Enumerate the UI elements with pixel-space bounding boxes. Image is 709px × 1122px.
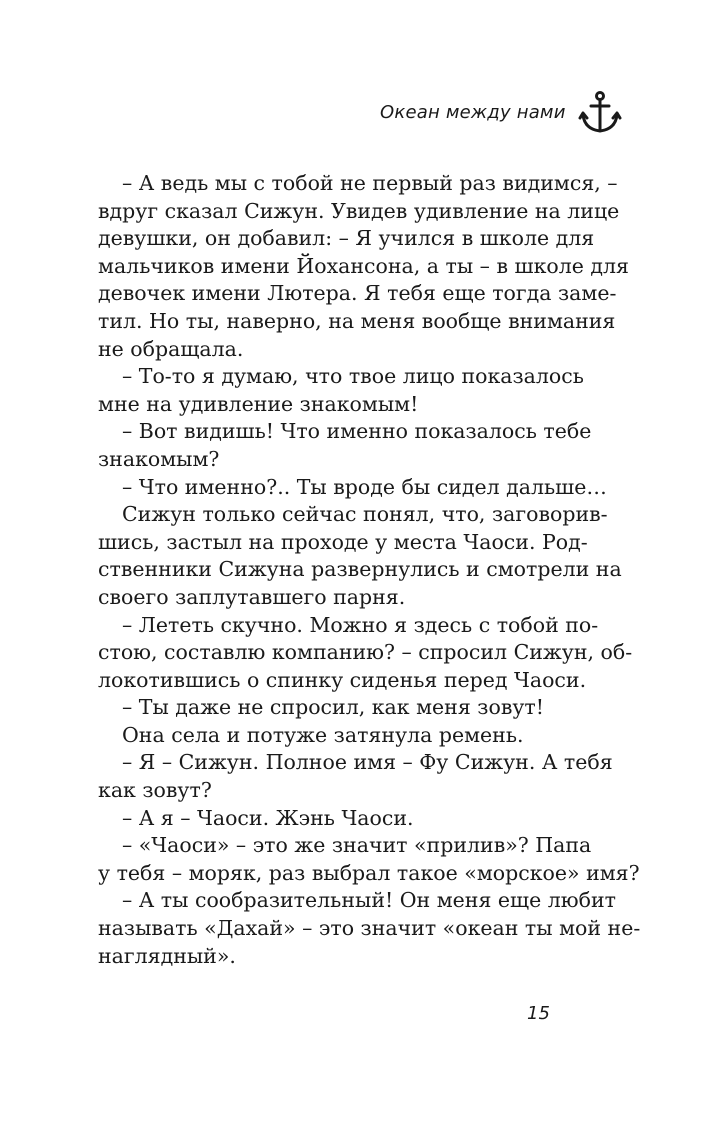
- text-line: – Что именно?.. Ты вроде бы сидел дальше…: [122, 474, 607, 499]
- text-line: наглядный».: [98, 943, 236, 968]
- text-line: называть «Дахай» – это значит «океан ты мой не-: [98, 916, 641, 941]
- text-line: локотившись о спинку сиденья перед Чаоси.: [98, 667, 587, 692]
- text-line: как зовут?: [98, 778, 212, 803]
- text-line: стою, составлю компанию? – спросил Сижун, об-: [98, 640, 633, 665]
- text-line: Она села и потуже затянула ремень.: [122, 722, 524, 747]
- running-head: [360, 90, 640, 140]
- text-line: не обращала.: [98, 336, 244, 361]
- text-line: шись, застыл на проходе у места Чаоси. Род-: [98, 529, 588, 554]
- text-line: мальчиков имени Йохансона, а ты – в школе для: [98, 253, 629, 278]
- text-line: Сижун только сейчас понял, что, заговорив-: [122, 502, 608, 527]
- body-text: [98, 170, 641, 970]
- text-line: мне на удивление знакомым!: [98, 391, 419, 416]
- text-line: у тебя – моряк, раз выбрал такое «морское» имя?: [98, 860, 640, 885]
- text-line: ственники Сижуна развернулись и смотрели на: [98, 557, 622, 582]
- text-line: тил. Но ты, наверно, на меня вообще внимания: [98, 308, 616, 333]
- text-line: вдруг сказал Сижун. Увидев удивление на лице: [98, 198, 620, 223]
- text-line: – Вот видишь! Что именно показалось тебе: [122, 419, 592, 444]
- text-line: знакомым?: [98, 446, 220, 471]
- anchor-icon: [578, 90, 622, 136]
- text-line: – Я – Сижун. Полное имя – Фу Сижун. А тебя: [122, 750, 613, 775]
- text-line: – То-то я думаю, что твое лицо показалось: [122, 364, 584, 389]
- text-line: девушки, он добавил: – Я учился в школе для: [98, 226, 595, 251]
- text-line: – Ты даже не спросил, как меня зовут!: [122, 695, 545, 720]
- text-line: – А ты сообразительный! Он меня еще любит: [122, 888, 616, 913]
- running-title: Океан между нами: [380, 102, 566, 123]
- text-line: – «Чаоси» – это же значит «прилив»? Папа: [122, 833, 592, 858]
- text-line: – А ведь мы с тобой не первый раз видимся, –: [122, 171, 618, 195]
- text-line: – Лететь скучно. Можно я здесь с тобой по-: [122, 612, 599, 637]
- text-line: девочек имени Лютера. Я тебя еще тогда заме-: [98, 281, 617, 306]
- page-number: 15: [527, 1003, 550, 1024]
- text-line: своего заплутавшего парня.: [98, 584, 406, 609]
- text-line: – А я – Чаоси. Жэнь Чаоси.: [122, 805, 414, 830]
